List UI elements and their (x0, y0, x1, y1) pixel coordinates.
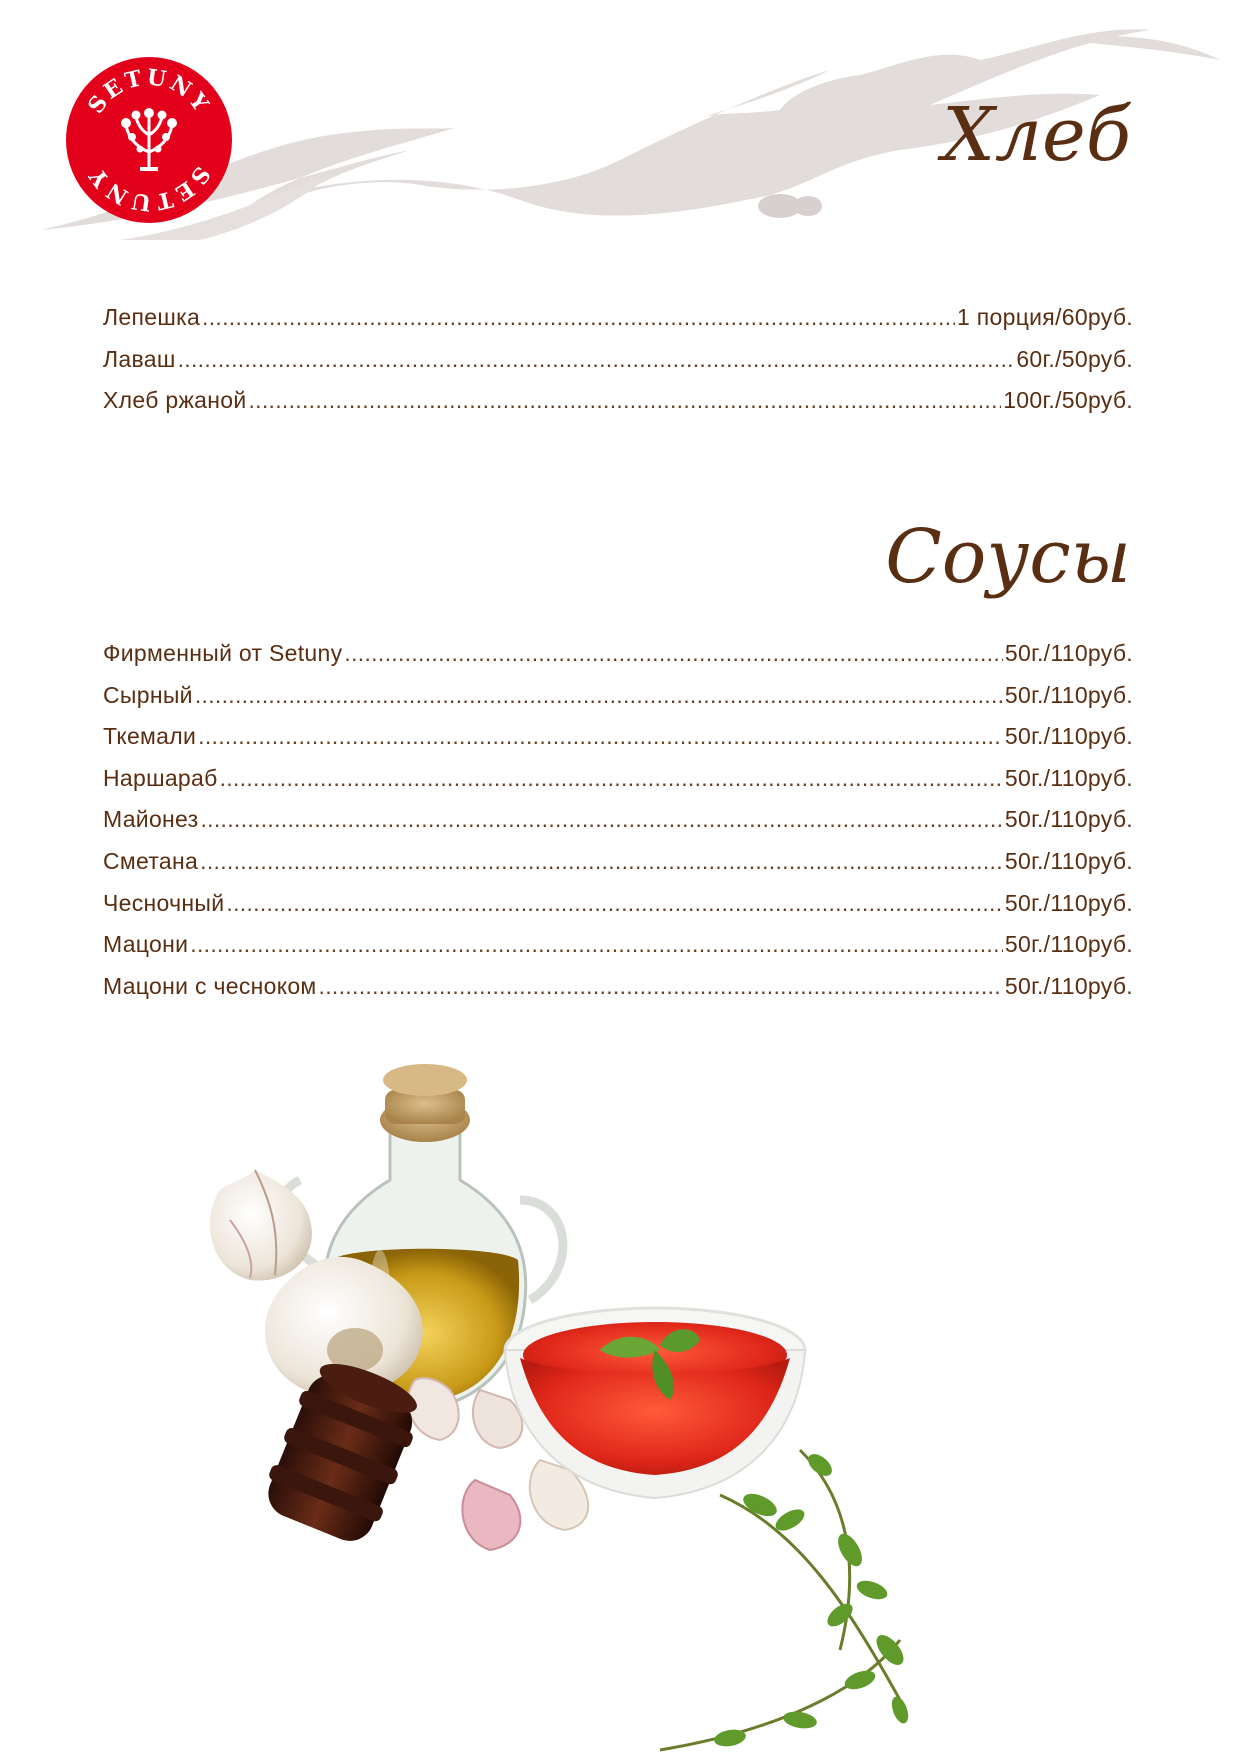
menu-item-name: Сметана (103, 847, 199, 874)
menu-item-name: Лепешка (103, 304, 201, 330)
menu-item (103, 890, 1133, 932)
menu-item (103, 848, 1133, 890)
dot-leader (226, 890, 1003, 917)
menu-item-price: 50г./110руб. (1004, 723, 1133, 750)
dot-leader (198, 723, 1003, 750)
dot-leader (200, 848, 1003, 875)
menu-item (103, 304, 1133, 346)
dot-leader (190, 931, 1003, 958)
menu-item (103, 640, 1133, 682)
logo-text-top: SETUNY (82, 64, 216, 119)
menu-item-name: Лаваш (103, 345, 176, 372)
menu-item-name: Ткемали (103, 723, 197, 750)
menu-item-price: 50г./110руб. (1004, 640, 1133, 666)
menu-item-price: 50г./110руб. (1004, 806, 1133, 833)
menu-item-price: 50г./110руб. (1004, 681, 1133, 708)
dot-leader (248, 387, 1001, 414)
menu-item-price: 50г./110руб. (1004, 931, 1133, 958)
menu-item (103, 387, 1133, 429)
dot-leader (178, 346, 1015, 373)
dot-leader (202, 304, 955, 331)
menu-item (103, 973, 1133, 1015)
menu-item-name: Мацони с чесноком (103, 972, 317, 999)
food-illustration (200, 1050, 1080, 1754)
menu-item-price: 100г./50руб. (1003, 387, 1133, 414)
menu-item-price: 50г./110руб. (1004, 764, 1133, 791)
menu-item-price: 50г./110руб. (1004, 847, 1133, 874)
dot-leader (344, 640, 1003, 667)
bread-menu-list (103, 304, 1133, 429)
menu-item-price: 50г./110руб. (1004, 889, 1133, 916)
menu-item-name: Мацони (103, 931, 189, 958)
menu-item-name: Наршараб (103, 764, 218, 791)
dot-leader (200, 806, 1002, 833)
logo-text-bottom: SETUNY (82, 161, 216, 216)
menu-item-name: Майонез (103, 806, 199, 833)
menu-item (103, 346, 1133, 388)
menu-item-name: Хлеб ржаной (103, 387, 247, 414)
menu-item (103, 723, 1133, 765)
dot-leader (195, 682, 1003, 709)
menu-item (103, 931, 1133, 973)
menu-item-name: Фирменный от Setuny (103, 640, 343, 666)
section-title-sauces: Соусы (885, 514, 1131, 600)
setuny-logo (66, 57, 232, 223)
menu-item-price: 50г./110руб. (1004, 972, 1133, 999)
section-title-bread: Хлеб (942, 92, 1131, 178)
menu-item (103, 765, 1133, 807)
menu-item (103, 806, 1133, 848)
dot-leader (319, 973, 1003, 1000)
menu-item-name: Сырный (103, 681, 193, 708)
sauces-menu-list (103, 640, 1133, 1014)
menu-item-name: Чесночный (103, 889, 225, 916)
menu-item-price: 1 порция/60руб. (956, 304, 1133, 330)
menu-item-price: 60г./50руб. (1016, 345, 1133, 372)
menu-item (103, 682, 1133, 724)
dot-leader (220, 765, 1003, 792)
tree-emblem-icon (66, 57, 232, 223)
